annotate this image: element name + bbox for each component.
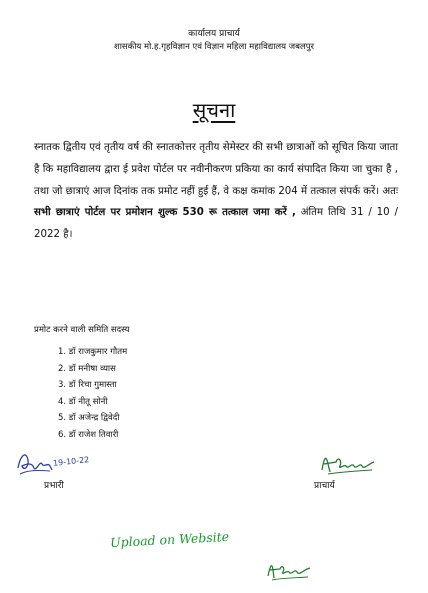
last-date: अंतिम तिथि 31 / 10 / 2022 है। <box>34 207 398 241</box>
committee-title: प्रमोट करने वाली समिति सदस्य <box>34 325 130 335</box>
list-item: 3. डॉ रिचा गुमास्ता <box>58 380 117 391</box>
pracharya-signature <box>318 450 380 478</box>
institution-heading: शासकीय मो.ह.गृहविज्ञान एवं विज्ञान महिला महाविद्यालय जबलपुर <box>113 42 315 52</box>
list-item: 4. डॉ नीतू सोनी <box>58 396 108 407</box>
notice-body <box>34 137 398 246</box>
note-initials <box>264 558 314 582</box>
committee-list <box>58 344 127 444</box>
prabhari-date: 19-10-22 <box>52 455 90 468</box>
list-item: 5. डॉ अजेन्द्र द्विवेदी <box>58 413 120 424</box>
handwritten-note: Upload on Website <box>109 528 230 551</box>
office-heading: कार्यालय प्राचार्य <box>188 29 240 39</box>
pracharya-label: प्राचार्य <box>314 481 335 491</box>
prabhari-label: प्रभारी <box>44 481 64 491</box>
list-item: 1. डॉ राजकुमार गौतम <box>58 347 128 357</box>
notice-title: सूचना <box>192 98 236 122</box>
fee-instruction: सभी छात्राएं पोर्टल पर प्रमोशन शुल्क 530 रू तत्काल जमा करें , <box>34 207 296 219</box>
notice-text: स्नातक द्वितीय एवं तृतीय वर्ष की स्नातकोत्तर तृतीय सेमेस्टर की सभी छात्राओं को सूचित किया जाता है कि महाविद्यालय द्वारा ई प्रवेश पोर्टल पर नवीनीकरण प्रकिया का कार्य संपादित किया जा चुका है , तथा जो छात्राएं आज दिनांक तक प्रमोट नहीं हुई हैं, वे कक्ष कमांक 204 में तत्काल संपर्क करें। अतः <box>34 142 398 197</box>
list-item: 2. डॉ मनीषा व्यास <box>58 363 116 374</box>
list-item: 6. डॉ राजेश तिवारी <box>58 429 119 440</box>
